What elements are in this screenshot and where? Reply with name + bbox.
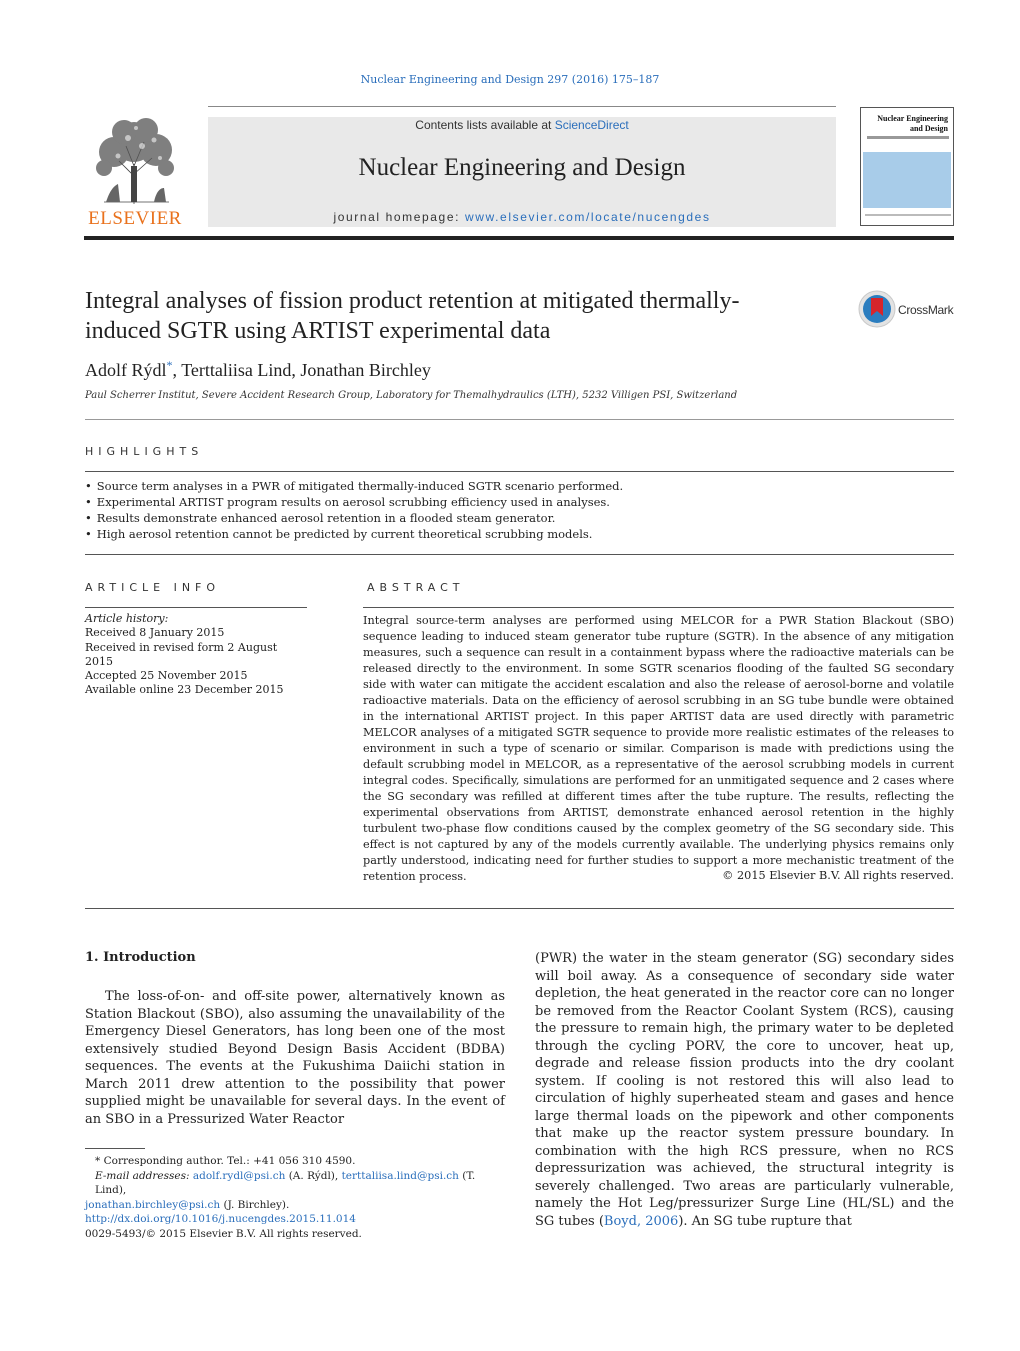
footnote-rule	[85, 1148, 145, 1149]
author-list	[85, 358, 431, 381]
journal-cover-thumbnail[interactable]	[860, 107, 954, 226]
article-history-label: Article history:	[85, 612, 169, 625]
abstract-copyright: © 2015 Elsevier B.V. All rights reserved.	[722, 869, 954, 882]
reference-link-boyd[interactable]: Boyd, 2006	[603, 1213, 679, 1229]
crossmark-icon	[858, 290, 896, 328]
cover-title: Nuclear Engineering and Design	[877, 114, 948, 133]
sciencedirect-link[interactable]: ScienceDirect	[554, 118, 629, 132]
elsevier-tree-icon	[84, 116, 186, 208]
article-title: Integral analyses of fission product retention at mitigated thermally-induced SGTR using ARTIST experimental data	[85, 288, 740, 344]
cover-footer-bar	[865, 214, 951, 216]
other-authors: , Terttaliisa Lind, Jonathan Birchley	[172, 360, 431, 380]
abstract-bottom-rule	[85, 908, 954, 909]
email-owner: (J. Birchley).	[220, 1198, 290, 1211]
email-link[interactable]: adolf.rydl@psi.ch	[192, 1169, 286, 1182]
corresponding-author-mark[interactable]: *	[166, 358, 173, 372]
header-thick-rule	[84, 236, 954, 240]
email-link[interactable]: terttaliisa.lind@psi.ch	[341, 1169, 459, 1182]
affiliation-rule	[85, 419, 954, 420]
doi-block	[85, 1212, 362, 1241]
corresponding-author-note: * Corresponding author. Tel.: +41 056 310 4590.	[95, 1155, 356, 1167]
cover-image-panel	[863, 152, 951, 208]
highlights-bottom-rule	[85, 554, 954, 555]
contents-line	[208, 118, 836, 132]
email-owner: (T. Lind),	[95, 1169, 476, 1196]
journal-name: Nuclear Engineering and Design	[358, 154, 686, 181]
crossmark-badge[interactable]	[858, 290, 958, 330]
homepage-prefix: journal homepage:	[333, 210, 465, 224]
doi-link[interactable]: http://dx.doi.org/10.1016/j.nucengdes.2015.11.014	[85, 1213, 356, 1225]
received-date: Received 8 January 2015	[85, 626, 225, 640]
abstract-text: Integral source-term analyses are performed using MELCOR for a PWR Station Blackout (SBO) sequence leading to induced steam generator tube rupture (SGTR). In the absence of any mitigation measures, such a sequence can result in a containment bypass where the radioactive materials can be released directly to the environment. In some SGTR scenarios flooding of the faulted SG secondary side with water can mitigate the accident escalation and also the release of aerosol-borne and volatile radioactive materials. Data on the efficiency of aerosol scrubbing in an SG tube bundle were obtained in the international ARTIST project. In this paper ARTIST data are used directly with parametric MELCOR analyses of a mitigated SGTR sequence to provide more realistic estimates of the releases to environment in such a type of scenario or similar. Comparison is made with predictions using the default scrubbing model in MELCOR, as a representative of the aerosol scrubbing models in current integral codes. Specifically, simulations are performed for an unmitigated sequence and 2 cases where the SG secondary was refilled at different times after the tube rupture. The results, reflecting the experimental observations from ARTIST, demonstrate enhanced aerosol retention in the highly turbulent two-phase flow conditions caused by the complex geometry of the SG secondary side. This effect is not captured by any of the models currently available. The underlying physics remains only partly understood, indicating need for further studies to support a more mechanistic treatment of the retention process.	[363, 614, 954, 883]
article-info-heading: ARTICLE INFO	[85, 581, 221, 594]
body-right-tail: ). An SG tube rupture that	[678, 1213, 852, 1229]
highlights-list	[85, 478, 955, 542]
abstract-rule	[363, 607, 954, 608]
body-left-column: The loss-of-on- and off-site power, alternatively known as Station Blackout (SBO), also assuming the unavailability of the Emergency Diesel Generators, has long been one of the most extensively studied Beyond Design Basis Accident (BDBA) sequences. The events at the Fukushima Daiichi station in March 2011 drew attention to the possibility that power supplied might be unavailable for several days. In the event of an SBO in a Pressurized Water Reactor	[85, 989, 505, 1127]
email-owner: (A. Rýdl),	[285, 1169, 342, 1182]
highlights-top-rule	[85, 471, 954, 472]
article-info-rule	[85, 607, 307, 608]
contents-prefix: Contents lists available at	[415, 118, 555, 132]
homepage-line	[208, 210, 836, 224]
list-item: • Source term analyses in a PWR of mitigated thermally-induced SGTR scenario performed.	[85, 478, 955, 494]
author-name[interactable]: Adolf Rýdl	[85, 360, 167, 380]
elsevier-wordmark: ELSEVIER	[88, 208, 182, 229]
footnotes	[85, 1154, 505, 1212]
list-item: • Results demonstrate enhanced aerosol retention in a flooded steam generator.	[85, 510, 955, 526]
email-addresses-cont	[85, 1198, 505, 1213]
list-item: • High aerosol retention cannot be predicted by current theoretical scrubbing models.	[85, 526, 955, 542]
highlights-heading: HIGHLIGHTS	[85, 445, 204, 458]
online-date: Available online 23 December 2015	[85, 683, 284, 697]
issn-copyright: 0029-5493/© 2015 Elsevier B.V. All rights reserved.	[85, 1227, 362, 1240]
email-addresses	[85, 1169, 505, 1198]
journal-masthead	[208, 117, 836, 227]
journal-citation[interactable]: Nuclear Engineering and Design 297 (2016) 175–187	[360, 73, 660, 86]
body-right-column	[535, 950, 954, 1230]
revised-date: Received in revised form 2 August 2015	[85, 640, 278, 668]
author-affiliation: Paul Scherrer Institut, Severe Accident Research Group, Laboratory for Themalhydraulics (LTH), 5232 Villigen PSI, Switzerland	[85, 390, 738, 401]
crossmark-label: CrossMark	[898, 303, 954, 317]
cover-subtitle-bar	[867, 136, 949, 139]
accepted-date: Accepted 25 November 2015	[85, 669, 248, 683]
abstract-heading: ABSTRACT	[367, 581, 465, 594]
homepage-link[interactable]: www.elsevier.com/locate/nucengdes	[464, 210, 711, 224]
article-history	[85, 612, 307, 698]
email-label: E-mail addresses:	[95, 1169, 193, 1182]
body-right-text: (PWR) the water in the steam generator (SG) secondary sides will boil away. As a consequence of secondary side water depletion, the heat generated in the reactor core can no longer be removed from the Reactor Coolant System (RCS), causing the pressure to remain high, the primary water to be depleted through the cycling PORV, the core to uncover, heat up, degrade and release fission products into the dry coolant system. If cooling is not restored this will also lead to circulation of highly superheated steam and gases and hence large thermal loads on the pipework and other components that make up the reactor system pressure boundary. In combination with the high RCS pressure, when no RCS depressurization was achieved, the structural integrity is severely challenged. Two areas are particularly vulnerable, namely the Hot Leg/pressurizer Surge Line (HL/SL) and the SG tubes (	[535, 951, 954, 1229]
list-item: • Experimental ARTIST program results on aerosol scrubbing efficiency used in analyses.	[85, 494, 955, 510]
header-top-rule	[208, 106, 836, 107]
email-link[interactable]: jonathan.birchley@psi.ch	[85, 1198, 221, 1211]
section-heading-introduction: 1. Introduction	[85, 950, 196, 965]
elsevier-logo	[84, 116, 186, 230]
